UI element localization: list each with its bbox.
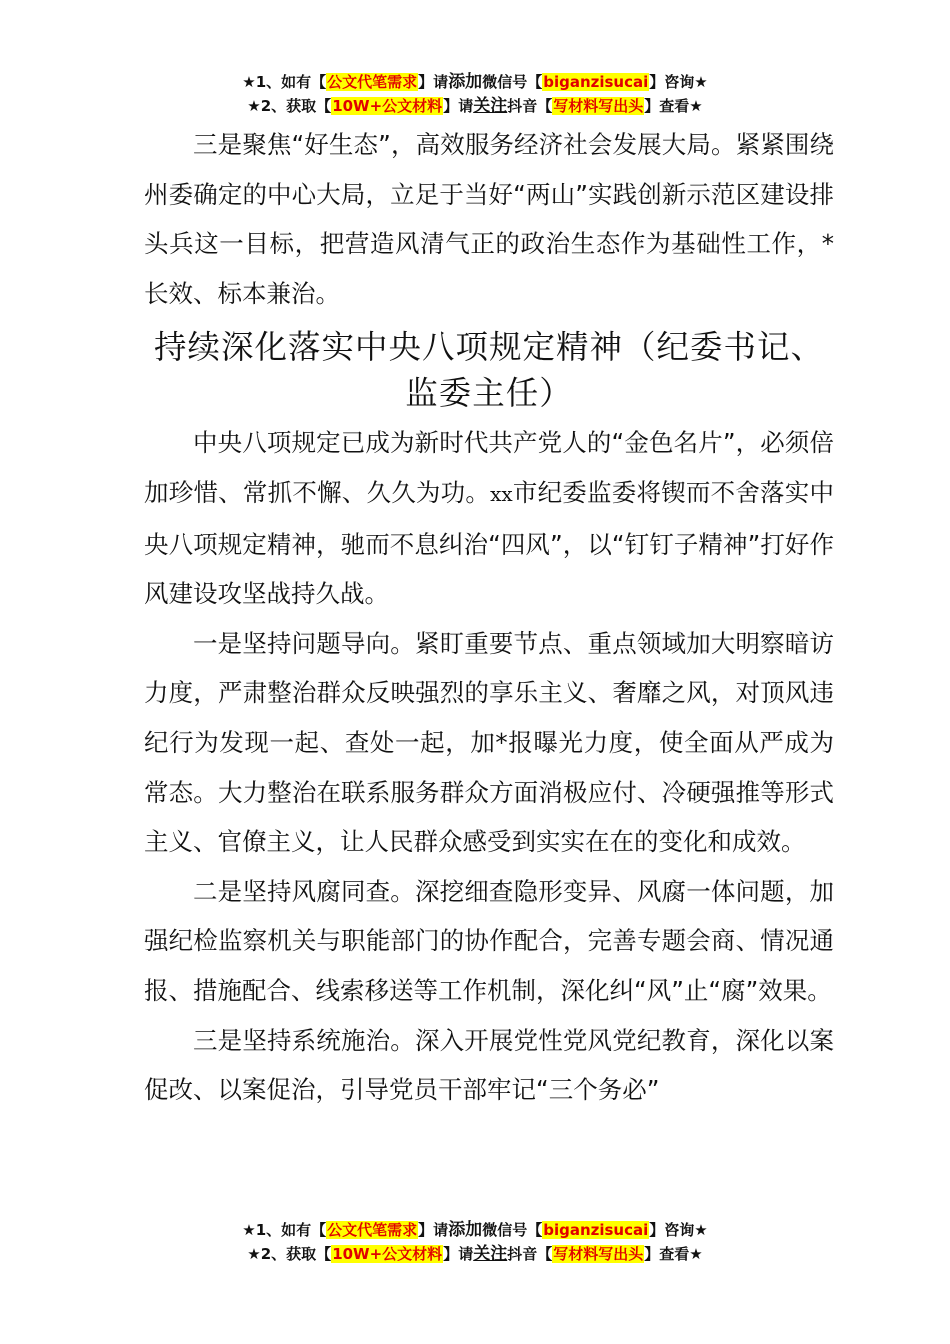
banner-highlight: 10W+公文材料 (332, 97, 443, 115)
banner-highlight: 10W+公文材料 (332, 1245, 443, 1263)
document-body (144, 120, 834, 1115)
banner-wechat-id: biganzisucai (543, 1221, 649, 1239)
banner-text: 】请 (418, 73, 449, 91)
section-title: 持续深化落实中央八项规定精神（纪委书记、监委主任） (153, 328, 824, 413)
banner-text: ★2、获取【 (247, 97, 332, 115)
banner-text: 抖音【 (507, 97, 553, 115)
paragraph-1-text-b: 市纪委监委将锲而不舍落实中央八项规定精神，驰而不息纠治“四风”，以“钉钉子精神”打好作风建设攻坚战持久战。 (144, 477, 834, 609)
banner-text: 】请 (443, 97, 474, 115)
banner-line-2 (0, 1242, 950, 1266)
banner-text: ★2、获取【 (247, 1245, 332, 1263)
banner-highlight: 公文代笔需求 (327, 73, 418, 91)
banner-emphasis: 关注 (473, 96, 508, 116)
banner-text: 】咨询★ (649, 73, 708, 91)
banner-text: 】咨询★ (649, 1221, 708, 1239)
banner-wechat-id: biganzisucai (543, 73, 649, 91)
paragraph-1 (144, 418, 834, 618)
banner-text: ★1、如有【 (242, 1221, 327, 1239)
banner-text: 抖音【 (507, 1245, 553, 1263)
banner-text: 微信号【 (482, 1221, 543, 1239)
banner-highlight: 公文代笔需求 (327, 1221, 418, 1239)
header-banner (0, 70, 950, 118)
paragraph-1-text-a: 中央八项规定已成为新时代共产党人的“金色名片”，必须倍加珍惜、常抓不懈、久久为功。 (144, 428, 834, 507)
paragraph-intro: 三是聚焦“好生态”，高效服务经济社会发展大局。紧紧围绕州委确定的中心大局，立足于当好“两山”实践创新示范区建设排头兵这一目标，把营造风清气正的政治生态作为基础性工作，*长效、标本兼治。 (144, 130, 834, 308)
paragraph-4: 三是坚持系统施治。深入开展党性党风党纪教育，深化以案促改、以案促治，引导党员干部牢记“三个务必” (144, 1025, 834, 1105)
banner-text: ★1、如有【 (242, 73, 327, 91)
banner-text: 】请 (418, 1221, 449, 1239)
banner-emphasis: 添加 (448, 72, 483, 92)
banner-emphasis: 添加 (448, 1220, 483, 1240)
banner-emphasis: 关注 (473, 1244, 508, 1264)
footer-banner (0, 1218, 950, 1266)
banner-text: 】查看★ (644, 1245, 703, 1263)
paragraph-2: 一是坚持问题导向。紧盯重要节点、重点领域加大明察暗访力度，严肃整治群众反映强烈的享乐主义、奢靡之风，对顶风违纪行为发现一起、查处一起，加*报曝光力度，使全面从严成为常态。大力整治在联系服务群众方面消极应付、冷硬强推等形式主义、官僚主义，让人民群众感受到实实在在的变化和成效。 (144, 628, 834, 857)
paragraph-3: 二是坚持风腐同查。深挖细查隐形变异、风腐一体问题，加强纪检监察机关与职能部门的协作配合，完善专题会商、情况通报、措施配合、线索移送等工作机制，深化纠“风”止“腐”效果。 (144, 876, 834, 1005)
paragraph-1-placeholder: xx (490, 481, 513, 506)
banner-line-1 (0, 70, 950, 94)
banner-douyin-id: 写材料写出头 (553, 97, 644, 115)
banner-line-2 (0, 94, 950, 118)
banner-text: 】查看★ (644, 97, 703, 115)
banner-douyin-id: 写材料写出头 (553, 1245, 644, 1263)
banner-text: 微信号【 (482, 73, 543, 91)
banner-text: 】请 (443, 1245, 474, 1263)
banner-line-1 (0, 1218, 950, 1242)
